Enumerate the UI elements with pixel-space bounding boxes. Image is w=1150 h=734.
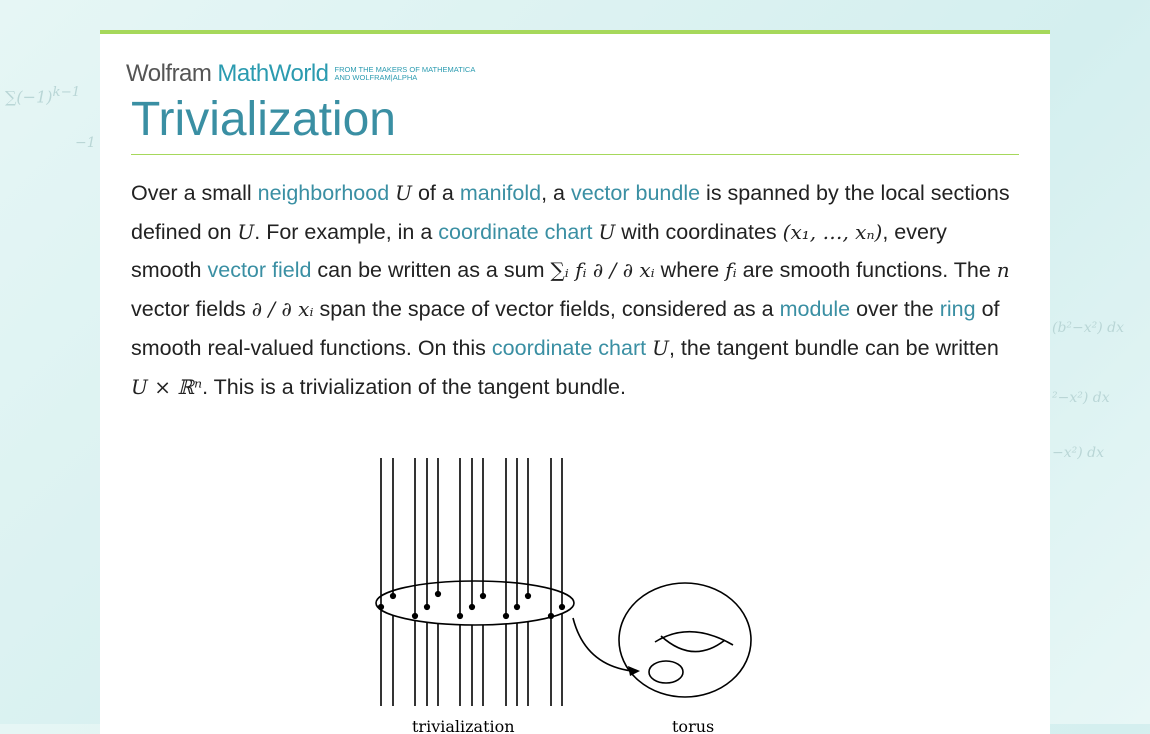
map-arrow [573, 618, 632, 671]
torus-hole [655, 632, 733, 652]
section-point [436, 592, 441, 597]
link-module[interactable]: module [779, 297, 851, 322]
section-point [413, 614, 418, 619]
chart-region-on-torus [649, 661, 683, 683]
link-manifold[interactable]: manifold [459, 181, 542, 205]
article-paragraph: Over a small neighborhood U of a manifold, a vector bundle is spanned by the local sections defined on U. For example, in a coordinate chart U with coordinates (x₁, …, xₙ), every smooth vector field can be written as a sum ∑ᵢ fᵢ ∂ / ∂ xᵢ where fᵢ are smooth functions. The n vector fields ∂ / ∂ xᵢ span the space of vector fields, considered as a module over the ring of smooth real-valued functions. On this coordinate chart U, the tangent bundle can be written U × ℝⁿ. This is a trivialization of the tangent bundle. [131, 181, 1010, 399]
section-point [526, 594, 531, 599]
section-point [458, 614, 463, 619]
background-decoration: $\sum(-1)^{k-1}$ [5, 85, 81, 107]
section-point [560, 605, 565, 610]
logo-wolfram: Wolfram [126, 60, 212, 87]
caption-trivialization: trivialization [412, 717, 515, 734]
background-decoration: ²−x²) dx [1052, 390, 1110, 406]
arrow-head [628, 666, 640, 676]
link-coordinate-chart[interactable]: coordinate chart [438, 219, 593, 244]
torus-outer [619, 583, 751, 697]
section-point [515, 605, 520, 610]
section-point [470, 605, 475, 610]
background-decoration: −1 [75, 135, 96, 151]
section-point [504, 614, 509, 619]
background-decoration: −x²) dx [1052, 445, 1105, 461]
link-ring[interactable]: ring [939, 297, 976, 322]
link-coordinate-chart-2[interactable]: coordinate chart [491, 335, 647, 360]
link-vector-field[interactable]: vector field [207, 258, 312, 283]
page-title: Trivialization [131, 93, 396, 146]
link-neighborhood[interactable]: neighborhood [257, 181, 390, 205]
section-point [425, 605, 430, 610]
section-point [391, 594, 396, 599]
chart-ellipse [376, 581, 574, 625]
caption-torus: torus [672, 717, 715, 734]
logo-tagline: FROM THE MAKERS OF MATHEMATICA AND WOLFRAM|ALPHA [334, 65, 476, 82]
background-decoration: (b²−x²) dx [1052, 320, 1125, 336]
logo-mathworld: MathWorld [217, 60, 329, 87]
section-point [481, 594, 486, 599]
link-vector-bundle[interactable]: vector bundle [570, 181, 701, 205]
